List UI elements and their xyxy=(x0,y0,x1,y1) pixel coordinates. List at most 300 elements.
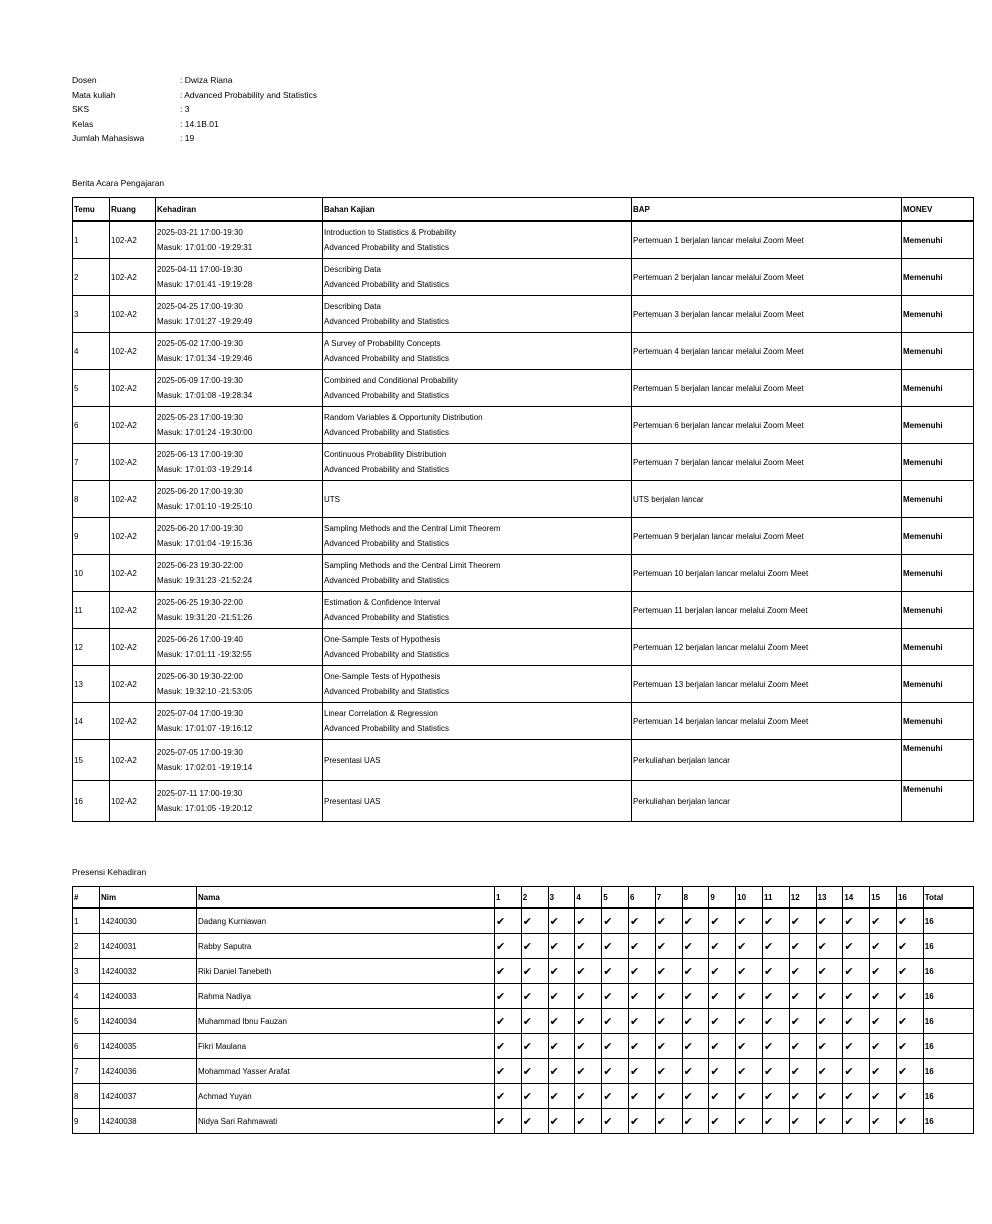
masuk-text: Masuk: 17:01:03 -19:29:14 xyxy=(157,465,253,474)
bap-row xyxy=(73,555,974,592)
checkmark-icon: ✔ xyxy=(896,1109,923,1134)
info-row-matkul xyxy=(72,88,317,103)
checkmark-icon: ✔ xyxy=(521,959,548,984)
header-ruang: Ruang xyxy=(110,198,156,222)
checkmark-icon: ✔ xyxy=(495,1084,522,1109)
checkmark-icon: ✔ xyxy=(682,984,709,1009)
attendance-header-row xyxy=(73,887,974,909)
checkmark-icon: ✔ xyxy=(789,934,816,959)
bahan-topic: Describing Data xyxy=(324,302,381,311)
bahan-kajian-cell xyxy=(323,781,632,822)
jadwal-text: 2025-06-13 17:00-19:30 xyxy=(157,450,243,459)
bahan-topic: Sampling Methods and the Central Limit Theorem xyxy=(324,561,501,570)
temu-cell: 1 xyxy=(73,221,110,259)
checkmark-icon: ✔ xyxy=(521,984,548,1009)
checkmark-icon: ✔ xyxy=(816,934,843,959)
bahan-course: Advanced Probability and Statistics xyxy=(324,391,449,400)
checkmark-icon: ✔ xyxy=(548,1109,575,1134)
bap-row xyxy=(73,518,974,555)
matkul-value: : Advanced Probability and Statistics xyxy=(180,89,318,100)
bap-cell: Pertemuan 3 berjalan lancar melalui Zoom Meet xyxy=(632,296,902,333)
checkmark-icon: ✔ xyxy=(762,934,789,959)
info-row-kelas xyxy=(72,117,317,132)
checkmark-icon: ✔ xyxy=(495,908,522,934)
monev-cell: Memenuhi xyxy=(902,518,974,555)
checkmark-icon: ✔ xyxy=(548,1009,575,1034)
checkmark-icon: ✔ xyxy=(575,934,602,959)
checkmark-icon: ✔ xyxy=(495,934,522,959)
checkmark-icon: ✔ xyxy=(843,908,870,934)
masuk-text: Masuk: 17:01:07 -19:16:12 xyxy=(157,724,253,733)
nama-cell: Muhammad Ibnu Fauzan xyxy=(197,1009,495,1034)
dosen-value: : Dwiza Riana xyxy=(180,75,233,86)
att-header-cell: 4 xyxy=(575,887,602,909)
total-cell: 16 xyxy=(923,1009,973,1034)
checkmark-icon: ✔ xyxy=(682,1109,709,1134)
jadwal-text: 2025-05-02 17:00-19:30 xyxy=(157,339,243,348)
checkmark-icon: ✔ xyxy=(655,1034,682,1059)
temu-cell: 6 xyxy=(73,407,110,444)
nim-cell: 14240037 xyxy=(100,1084,197,1109)
checkmark-icon: ✔ xyxy=(762,1009,789,1034)
att-header-cell: 16 xyxy=(896,887,923,909)
checkmark-icon: ✔ xyxy=(682,1034,709,1059)
bap-row xyxy=(73,370,974,407)
bap-cell: Pertemuan 5 berjalan lancar melalui Zoom Meet xyxy=(632,370,902,407)
monev-cell: Memenuhi xyxy=(902,370,974,407)
jadwal-text: 2025-06-20 17:00-19:30 xyxy=(157,487,243,496)
bap-row xyxy=(73,629,974,666)
checkmark-icon: ✔ xyxy=(870,908,897,934)
total-cell: 16 xyxy=(923,908,973,934)
temu-cell: 4 xyxy=(73,333,110,370)
nim-cell: 14240031 xyxy=(100,934,197,959)
checkmark-icon: ✔ xyxy=(736,1084,763,1109)
bahan-kajian-cell xyxy=(323,333,632,370)
ruang-cell: 102-A2 xyxy=(110,740,156,781)
checkmark-icon: ✔ xyxy=(816,1084,843,1109)
att-header-cell: 2 xyxy=(521,887,548,909)
bahan-course: Advanced Probability and Statistics xyxy=(324,539,449,548)
monev-cell: Memenuhi xyxy=(902,481,974,518)
nama-cell: Nidya Sari Rahmawati xyxy=(197,1109,495,1134)
temu-cell: 3 xyxy=(73,296,110,333)
attendance-body xyxy=(73,908,974,1134)
bap-cell: Perkuliahan berjalan lancar xyxy=(632,740,902,781)
jadwal-text: 2025-06-30 19:30-22:00 xyxy=(157,672,243,681)
bap-row xyxy=(73,740,974,781)
checkmark-icon: ✔ xyxy=(682,959,709,984)
checkmark-icon: ✔ xyxy=(789,1034,816,1059)
checkmark-icon: ✔ xyxy=(655,1084,682,1109)
bahan-course: Advanced Probability and Statistics xyxy=(324,650,449,659)
ruang-cell: 102-A2 xyxy=(110,407,156,444)
bahan-kajian-cell xyxy=(323,629,632,666)
total-cell: 16 xyxy=(923,1034,973,1059)
monev-cell: Memenuhi xyxy=(902,740,974,781)
jadwal-text: 2025-07-11 17:00-19:30 xyxy=(157,789,243,798)
monev-cell: Memenuhi xyxy=(902,221,974,259)
att-header-cell: Nim xyxy=(100,887,197,909)
checkmark-icon: ✔ xyxy=(709,959,736,984)
checkmark-icon: ✔ xyxy=(495,959,522,984)
monev-cell: Memenuhi xyxy=(902,333,974,370)
checkmark-icon: ✔ xyxy=(896,984,923,1009)
checkmark-icon: ✔ xyxy=(602,1009,629,1034)
bahan-course: Advanced Probability and Statistics xyxy=(324,724,449,733)
bap-cell: Pertemuan 14 berjalan lancar melalui Zoom Meet xyxy=(632,703,902,740)
checkmark-icon: ✔ xyxy=(736,1009,763,1034)
bahan-kajian-cell xyxy=(323,407,632,444)
header-temu: Temu xyxy=(73,198,110,222)
checkmark-icon: ✔ xyxy=(682,1009,709,1034)
nama-cell: Achmad Yuyan xyxy=(197,1084,495,1109)
ruang-cell: 102-A2 xyxy=(110,370,156,407)
ruang-cell: 102-A2 xyxy=(110,629,156,666)
nama-cell: Rahma Nadiya xyxy=(197,984,495,1009)
bahan-course: Advanced Probability and Statistics xyxy=(324,428,449,437)
checkmark-icon: ✔ xyxy=(628,908,655,934)
bap-cell: Pertemuan 10 berjalan lancar melalui Zoom Meet xyxy=(632,555,902,592)
checkmark-icon: ✔ xyxy=(602,1034,629,1059)
checkmark-icon: ✔ xyxy=(495,1059,522,1084)
bap-row xyxy=(73,407,974,444)
monev-cell: Memenuhi xyxy=(902,259,974,296)
bap-section-title: Berita Acara Pengajaran xyxy=(72,178,165,188)
ruang-cell: 102-A2 xyxy=(110,703,156,740)
att-header-cell: 11 xyxy=(762,887,789,909)
checkmark-icon: ✔ xyxy=(816,1059,843,1084)
attendance-row xyxy=(73,908,974,934)
ruang-cell: 102-A2 xyxy=(110,592,156,629)
checkmark-icon: ✔ xyxy=(548,984,575,1009)
checkmark-icon: ✔ xyxy=(521,1009,548,1034)
att-header-cell: Total xyxy=(923,887,973,909)
checkmark-icon: ✔ xyxy=(896,1034,923,1059)
dosen-label: Dosen xyxy=(72,75,97,86)
attendance-row xyxy=(73,959,974,984)
checkmark-icon: ✔ xyxy=(655,934,682,959)
checkmark-icon: ✔ xyxy=(495,1009,522,1034)
jadwal-text: 2025-07-05 17:00-19:30 xyxy=(157,748,243,757)
checkmark-icon: ✔ xyxy=(762,984,789,1009)
bahan-course: Advanced Probability and Statistics xyxy=(324,243,449,252)
checkmark-icon: ✔ xyxy=(495,984,522,1009)
bahan-topic: Combined and Conditional Probability xyxy=(324,376,458,385)
checkmark-icon: ✔ xyxy=(709,1059,736,1084)
bahan-kajian-cell xyxy=(323,444,632,481)
masuk-text: Masuk: 17:01:10 -19:25:10 xyxy=(157,502,253,511)
checkmark-icon: ✔ xyxy=(843,984,870,1009)
checkmark-icon: ✔ xyxy=(602,1084,629,1109)
info-row-sks xyxy=(72,102,317,117)
temu-cell: 9 xyxy=(73,518,110,555)
att-header-cell: # xyxy=(73,887,100,909)
bap-cell: Pertemuan 7 berjalan lancar melalui Zoom Meet xyxy=(632,444,902,481)
att-header-cell: 10 xyxy=(736,887,763,909)
masuk-text: Masuk: 19:31:23 -21:52:24 xyxy=(157,576,253,585)
row-number: 7 xyxy=(73,1059,100,1084)
masuk-text: Masuk: 17:01:27 -19:29:49 xyxy=(157,317,253,326)
bahan-topic: One-Sample Tests of Hypothesis xyxy=(324,635,441,644)
bahan-topic: One-Sample Tests of Hypothesis xyxy=(324,672,441,681)
checkmark-icon: ✔ xyxy=(762,1034,789,1059)
checkmark-icon: ✔ xyxy=(736,908,763,934)
ruang-cell: 102-A2 xyxy=(110,666,156,703)
kehadiran-cell xyxy=(156,259,323,296)
checkmark-icon: ✔ xyxy=(521,1084,548,1109)
attendance-row xyxy=(73,1084,974,1109)
checkmark-icon: ✔ xyxy=(789,984,816,1009)
checkmark-icon: ✔ xyxy=(870,1059,897,1084)
kehadiran-cell xyxy=(156,555,323,592)
bap-body xyxy=(73,221,974,822)
bahan-kajian-cell xyxy=(323,592,632,629)
masuk-text: Masuk: 17:01:05 -19:20:12 xyxy=(157,804,253,813)
kehadiran-cell xyxy=(156,444,323,481)
temu-cell: 15 xyxy=(73,740,110,781)
bahan-topic: Introduction to Statistics & Probability xyxy=(324,228,457,237)
monev-cell: Memenuhi xyxy=(902,703,974,740)
checkmark-icon: ✔ xyxy=(870,1034,897,1059)
temu-cell: 2 xyxy=(73,259,110,296)
row-number: 9 xyxy=(73,1109,100,1134)
checkmark-icon: ✔ xyxy=(495,1109,522,1134)
checkmark-icon: ✔ xyxy=(816,1034,843,1059)
att-header-cell: 7 xyxy=(655,887,682,909)
checkmark-icon: ✔ xyxy=(602,934,629,959)
checkmark-icon: ✔ xyxy=(843,1109,870,1134)
checkmark-icon: ✔ xyxy=(709,1109,736,1134)
checkmark-icon: ✔ xyxy=(816,959,843,984)
checkmark-icon: ✔ xyxy=(736,1034,763,1059)
checkmark-icon: ✔ xyxy=(736,1109,763,1134)
checkmark-icon: ✔ xyxy=(655,908,682,934)
masuk-text: Masuk: 19:32:10 -21:53:05 xyxy=(157,687,253,696)
checkmark-icon: ✔ xyxy=(575,1084,602,1109)
checkmark-icon: ✔ xyxy=(521,1059,548,1084)
checkmark-icon: ✔ xyxy=(870,934,897,959)
att-header-cell: 9 xyxy=(709,887,736,909)
bap-cell: Pertemuan 6 berjalan lancar melalui Zoom Meet xyxy=(632,407,902,444)
masuk-text: Masuk: 19:31:20 -21:51:26 xyxy=(157,613,253,622)
checkmark-icon: ✔ xyxy=(709,934,736,959)
total-cell: 16 xyxy=(923,959,973,984)
checkmark-icon: ✔ xyxy=(682,934,709,959)
checkmark-icon: ✔ xyxy=(896,1084,923,1109)
header-kehadiran: Kehadiran xyxy=(156,198,323,222)
attendance-row xyxy=(73,1109,974,1134)
kehadiran-cell xyxy=(156,333,323,370)
checkmark-icon: ✔ xyxy=(789,959,816,984)
checkmark-icon: ✔ xyxy=(762,1059,789,1084)
checkmark-icon: ✔ xyxy=(709,1034,736,1059)
bap-header-row xyxy=(73,198,974,222)
att-header-cell: 13 xyxy=(816,887,843,909)
ruang-cell: 102-A2 xyxy=(110,781,156,822)
bahan-kajian-cell xyxy=(323,555,632,592)
checkmark-icon: ✔ xyxy=(602,1059,629,1084)
ruang-cell: 102-A2 xyxy=(110,518,156,555)
checkmark-icon: ✔ xyxy=(816,1009,843,1034)
checkmark-icon: ✔ xyxy=(762,959,789,984)
checkmark-icon: ✔ xyxy=(762,908,789,934)
checkmark-icon: ✔ xyxy=(736,1059,763,1084)
checkmark-icon: ✔ xyxy=(521,1034,548,1059)
checkmark-icon: ✔ xyxy=(816,908,843,934)
checkmark-icon: ✔ xyxy=(870,1009,897,1034)
jadwal-text: 2025-05-09 17:00-19:30 xyxy=(157,376,243,385)
temu-cell: 11 xyxy=(73,592,110,629)
bap-cell: Perkuliahan berjalan lancar xyxy=(632,781,902,822)
checkmark-icon: ✔ xyxy=(548,1034,575,1059)
checkmark-icon: ✔ xyxy=(655,1109,682,1134)
ruang-cell: 102-A2 xyxy=(110,555,156,592)
att-header-cell: 6 xyxy=(628,887,655,909)
info-row-jumlah xyxy=(72,131,317,146)
nim-cell: 14240033 xyxy=(100,984,197,1009)
attendance-table xyxy=(72,886,974,1134)
att-header-cell: 14 xyxy=(843,887,870,909)
bahan-kajian-cell xyxy=(323,370,632,407)
checkmark-icon: ✔ xyxy=(709,1084,736,1109)
checkmark-icon: ✔ xyxy=(762,1084,789,1109)
bahan-kajian-cell xyxy=(323,296,632,333)
att-header-cell: 1 xyxy=(495,887,522,909)
ruang-cell: 102-A2 xyxy=(110,481,156,518)
bap-cell: Pertemuan 9 berjalan lancar melalui Zoom Meet xyxy=(632,518,902,555)
kehadiran-cell xyxy=(156,592,323,629)
masuk-text: Masuk: 17:01:04 -19:15:36 xyxy=(157,539,253,548)
jadwal-text: 2025-06-25 19:30-22:00 xyxy=(157,598,243,607)
checkmark-icon: ✔ xyxy=(628,1009,655,1034)
row-number: 3 xyxy=(73,959,100,984)
checkmark-icon: ✔ xyxy=(789,1084,816,1109)
checkmark-icon: ✔ xyxy=(628,959,655,984)
checkmark-icon: ✔ xyxy=(575,1109,602,1134)
bahan-kajian-cell xyxy=(323,703,632,740)
bap-row xyxy=(73,666,974,703)
nama-cell: Riki Daniel Tanebeth xyxy=(197,959,495,984)
checkmark-icon: ✔ xyxy=(682,1084,709,1109)
checkmark-icon: ✔ xyxy=(602,959,629,984)
checkmark-icon: ✔ xyxy=(628,984,655,1009)
checkmark-icon: ✔ xyxy=(870,959,897,984)
checkmark-icon: ✔ xyxy=(816,1109,843,1134)
bap-cell: Pertemuan 4 berjalan lancar melalui Zoom Meet xyxy=(632,333,902,370)
sks-value: : 3 xyxy=(180,104,190,115)
row-number: 1 xyxy=(73,908,100,934)
jadwal-text: 2025-06-26 17:00-19:40 xyxy=(157,635,243,644)
bahan-course: Advanced Probability and Statistics xyxy=(324,354,449,363)
jadwal-text: 2025-04-25 17:00-19:30 xyxy=(157,302,243,311)
masuk-text: Masuk: 17:01:00 -19:29:31 xyxy=(157,243,253,252)
ruang-cell: 102-A2 xyxy=(110,444,156,481)
bahan-topic: Sampling Methods and the Central Limit Theorem xyxy=(324,524,501,533)
checkmark-icon: ✔ xyxy=(843,959,870,984)
checkmark-icon: ✔ xyxy=(843,934,870,959)
monev-cell: Memenuhi xyxy=(902,555,974,592)
kehadiran-cell xyxy=(156,370,323,407)
kelas-label: Kelas xyxy=(72,118,94,129)
checkmark-icon: ✔ xyxy=(521,1109,548,1134)
checkmark-icon: ✔ xyxy=(575,908,602,934)
checkmark-icon: ✔ xyxy=(628,1059,655,1084)
bap-cell: Pertemuan 11 berjalan lancar melalui Zoom Meet xyxy=(632,592,902,629)
bahan-topic: Presentasi UAS xyxy=(324,755,381,765)
jadwal-text: 2025-05-23 17:00-19:30 xyxy=(157,413,243,422)
monev-cell: Memenuhi xyxy=(902,781,974,822)
checkmark-icon: ✔ xyxy=(682,1059,709,1084)
temu-cell: 7 xyxy=(73,444,110,481)
checkmark-icon: ✔ xyxy=(548,1059,575,1084)
temu-cell: 12 xyxy=(73,629,110,666)
monev-cell: Memenuhi xyxy=(902,444,974,481)
bahan-topic: Random Variables & Opportunity Distribution xyxy=(324,413,483,422)
jumlah-label: Jumlah Mahasiswa xyxy=(72,133,145,144)
masuk-text: Masuk: 17:01:08 -19:28:34 xyxy=(157,391,253,400)
checkmark-icon: ✔ xyxy=(575,984,602,1009)
checkmark-icon: ✔ xyxy=(870,984,897,1009)
bap-row xyxy=(73,333,974,370)
bahan-course: Advanced Probability and Statistics xyxy=(324,613,449,622)
masuk-text: Masuk: 17:01:24 -19:30:00 xyxy=(157,428,253,437)
attendance-row xyxy=(73,1034,974,1059)
bahan-kajian-cell xyxy=(323,666,632,703)
bap-cell: Pertemuan 12 berjalan lancar melalui Zoom Meet xyxy=(632,629,902,666)
checkmark-icon: ✔ xyxy=(655,984,682,1009)
att-header-cell: 5 xyxy=(602,887,629,909)
ruang-cell: 102-A2 xyxy=(110,333,156,370)
kehadiran-cell xyxy=(156,518,323,555)
bahan-kajian-cell xyxy=(323,259,632,296)
checkmark-icon: ✔ xyxy=(896,1059,923,1084)
checkmark-icon: ✔ xyxy=(602,908,629,934)
kelas-value: : 14.1B.01 xyxy=(180,118,219,129)
total-cell: 16 xyxy=(923,1109,973,1134)
checkmark-icon: ✔ xyxy=(816,984,843,1009)
checkmark-icon: ✔ xyxy=(628,934,655,959)
checkmark-icon: ✔ xyxy=(896,959,923,984)
temu-cell: 5 xyxy=(73,370,110,407)
ruang-cell: 102-A2 xyxy=(110,296,156,333)
checkmark-icon: ✔ xyxy=(870,1084,897,1109)
kehadiran-cell xyxy=(156,740,323,781)
masuk-text: Masuk: 17:01:34 -19:29:46 xyxy=(157,354,253,363)
checkmark-icon: ✔ xyxy=(762,1109,789,1134)
kehadiran-cell xyxy=(156,407,323,444)
bap-row xyxy=(73,259,974,296)
checkmark-icon: ✔ xyxy=(655,959,682,984)
nim-cell: 14240035 xyxy=(100,1034,197,1059)
bap-row xyxy=(73,781,974,822)
total-cell: 16 xyxy=(923,984,973,1009)
monev-cell: Memenuhi xyxy=(902,407,974,444)
att-header-cell: 3 xyxy=(548,887,575,909)
bap-row xyxy=(73,592,974,629)
checkmark-icon: ✔ xyxy=(628,1109,655,1134)
course-info xyxy=(72,73,317,146)
checkmark-icon: ✔ xyxy=(575,1009,602,1034)
bahan-kajian-cell xyxy=(323,221,632,259)
nim-cell: 14240038 xyxy=(100,1109,197,1134)
jadwal-text: 2025-06-23 19:30-22:00 xyxy=(157,561,243,570)
checkmark-icon: ✔ xyxy=(655,1059,682,1084)
kehadiran-cell xyxy=(156,703,323,740)
checkmark-icon: ✔ xyxy=(521,934,548,959)
attendance-row xyxy=(73,1009,974,1034)
nama-cell: Rabby Saputra xyxy=(197,934,495,959)
